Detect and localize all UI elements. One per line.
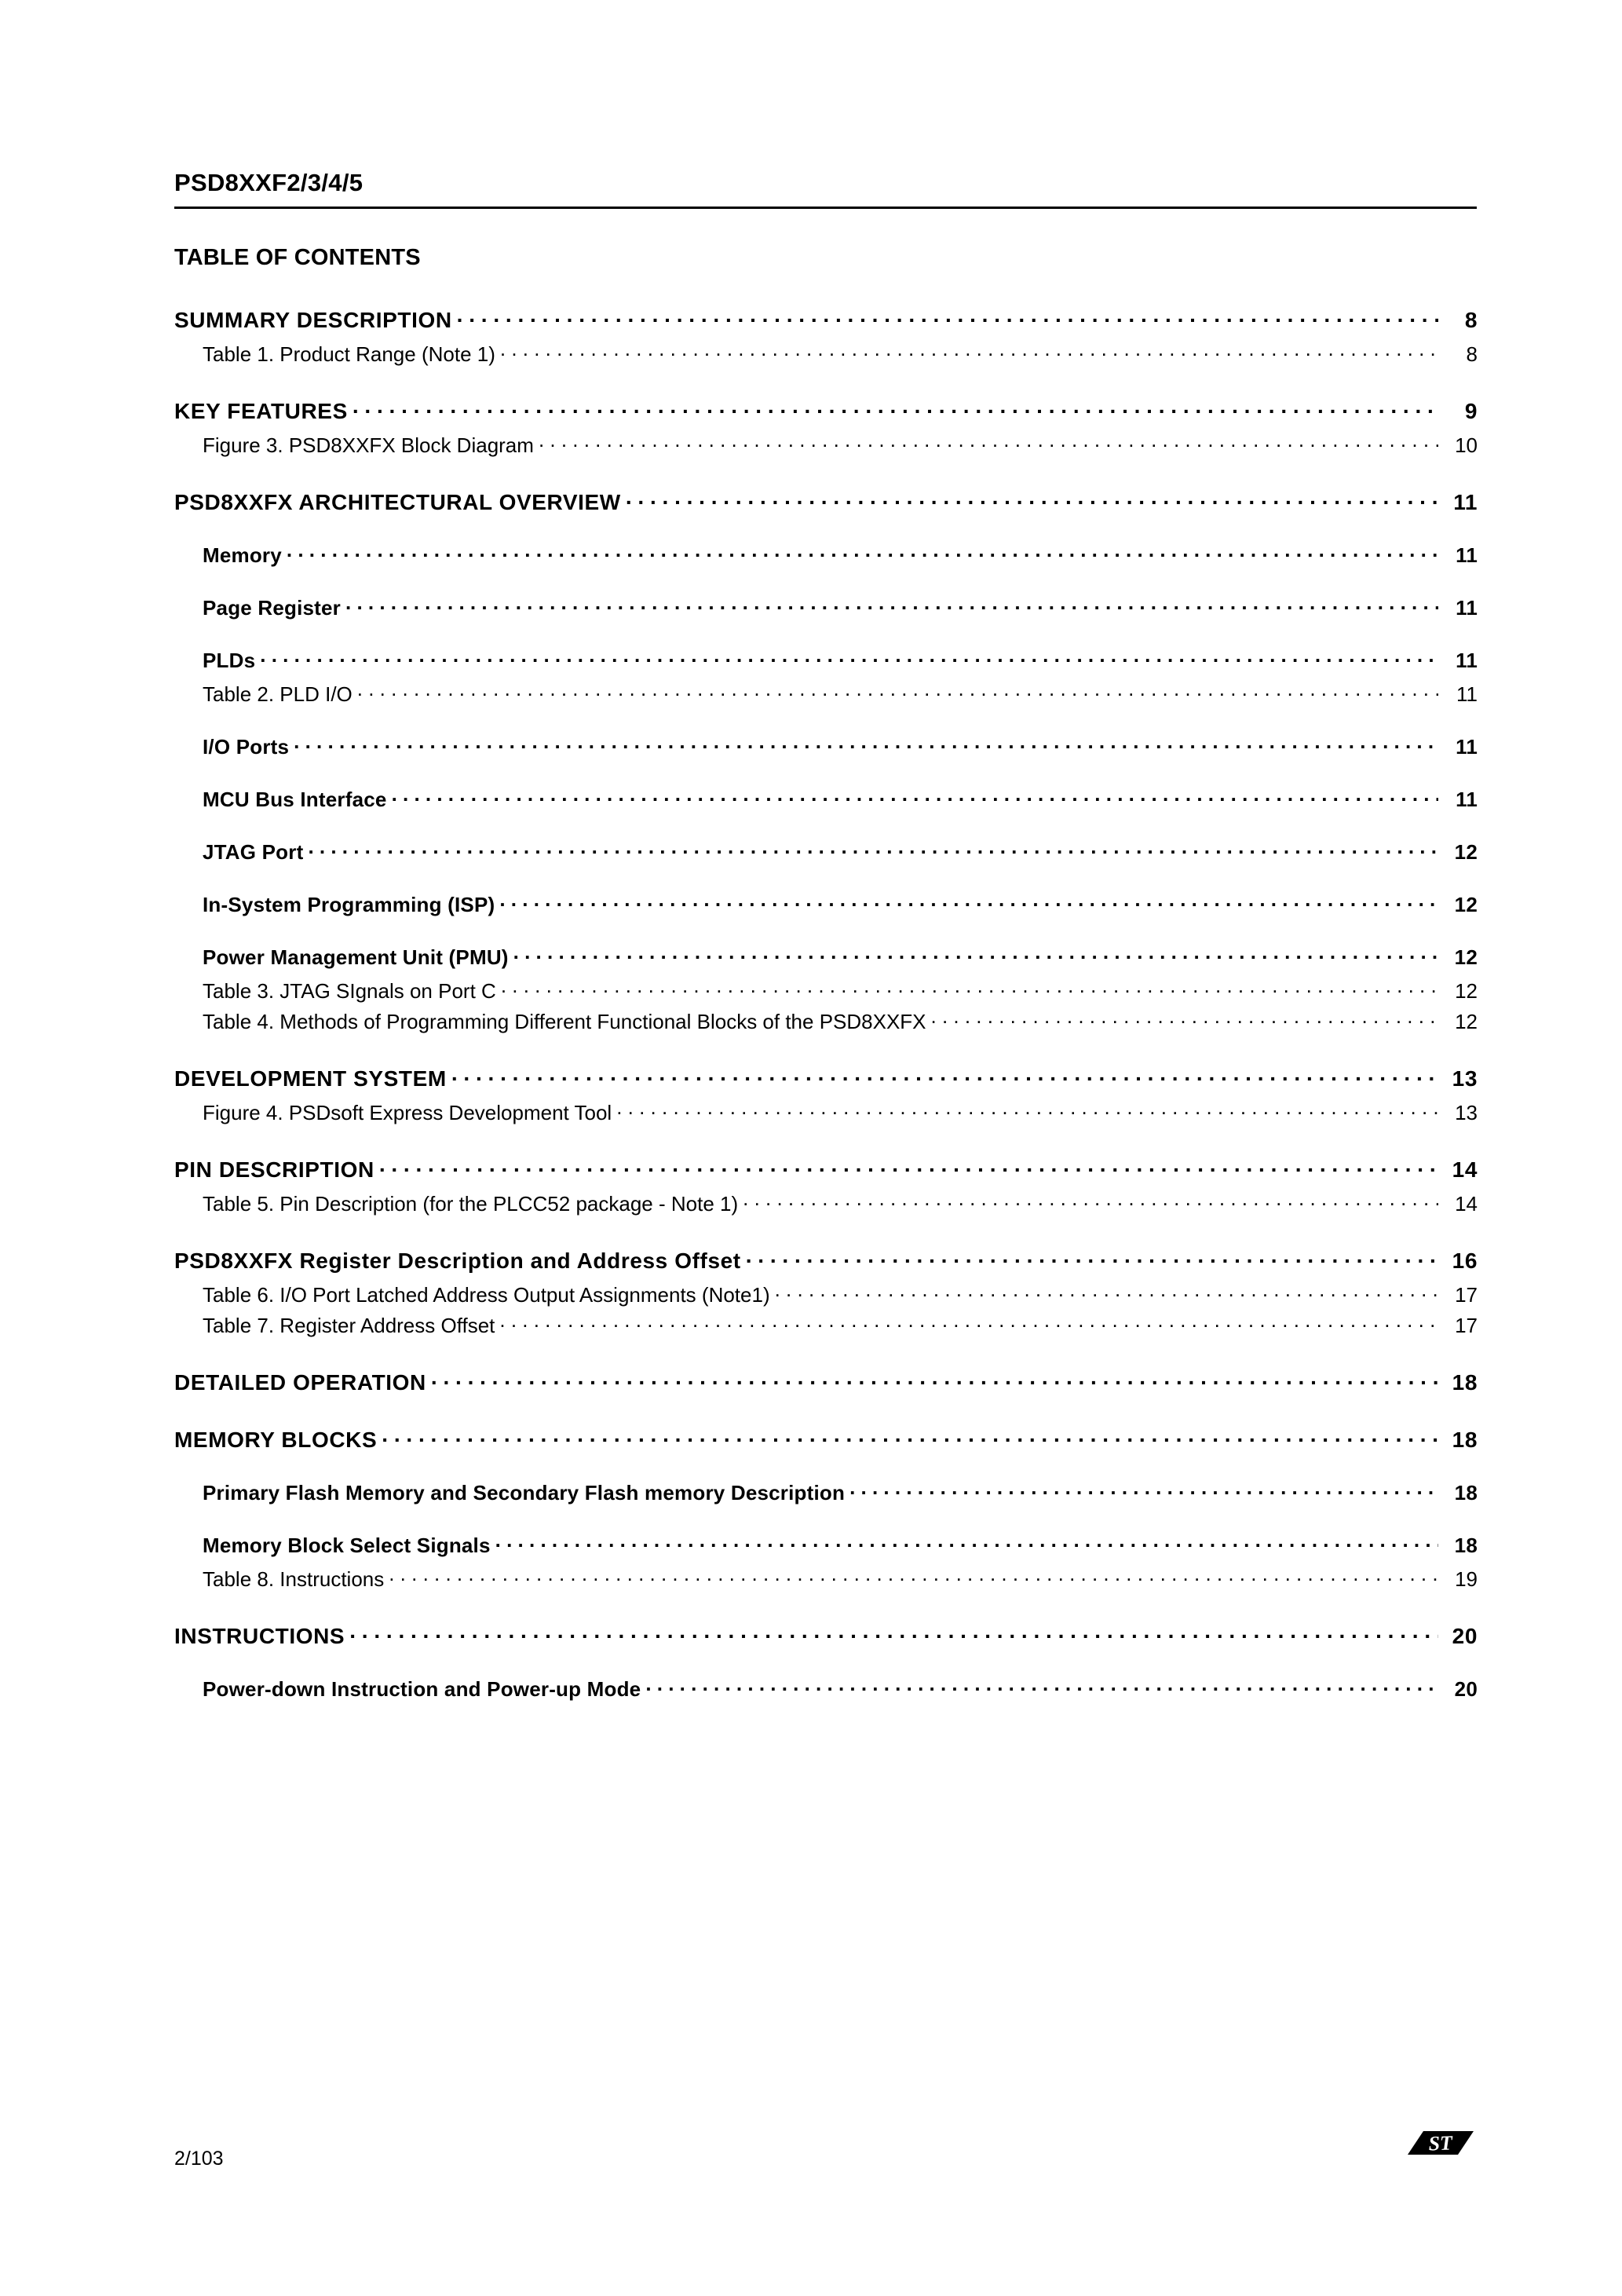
toc-entry[interactable] xyxy=(174,733,1478,759)
toc-leader-dots xyxy=(775,1281,1438,1302)
toc-entry-page: 12 xyxy=(1454,840,1478,864)
toc-entry-label: Figure 4. PSDsoft Express Development Tool xyxy=(203,1101,612,1124)
toc-heading: TABLE OF CONTENTS xyxy=(174,245,421,270)
toc-leader-dots xyxy=(308,839,1438,859)
toc-entry[interactable] xyxy=(174,944,1478,970)
toc-entry[interactable] xyxy=(174,786,1478,812)
toc-entry-page: 11 xyxy=(1453,490,1478,514)
toc-entry[interactable] xyxy=(174,488,1478,515)
toc-entry-label: Primary Flash Memory and Secondary Flash memory Description xyxy=(203,1481,846,1504)
toc-leader-dots xyxy=(499,891,1438,912)
toc-entry[interactable] xyxy=(174,1676,1478,1702)
toc-entry[interactable] xyxy=(174,681,1478,707)
toc-entry-page: 13 xyxy=(1455,1101,1478,1124)
toc-entry-page: 16 xyxy=(1452,1249,1478,1273)
title-divider xyxy=(174,207,1477,209)
st-logo-icon xyxy=(1405,2128,1477,2170)
toc-leader-dots xyxy=(379,1155,1438,1177)
toc-leader-dots xyxy=(616,1099,1438,1120)
toc-leader-dots xyxy=(349,1621,1438,1643)
toc-entry-page: 11 xyxy=(1456,788,1478,811)
toc-entry-label: Table 3. JTAG SIgnals on Port C xyxy=(203,979,496,1003)
toc-leader-dots xyxy=(457,305,1438,327)
toc-leader-dots xyxy=(931,1008,1438,1029)
svg-text:ST: ST xyxy=(1428,2131,1453,2155)
table-of-contents xyxy=(174,305,1478,1702)
toc-leader-dots xyxy=(260,647,1438,667)
st-logo xyxy=(1405,2128,1477,2170)
toc-entry-page: 18 xyxy=(1452,1370,1478,1395)
toc-entry[interactable] xyxy=(174,1621,1478,1649)
toc-entry-label: Table 5. Pin Description (for the PLCC52 package - Note 1) xyxy=(203,1192,739,1216)
toc-leader-dots xyxy=(287,542,1438,562)
toc-entry-label: PSD8XXFX ARCHITECTURAL OVERVIEW xyxy=(174,490,621,514)
toc-entry-label: Figure 3. PSD8XXFX Block Diagram xyxy=(203,433,534,457)
toc-entry-label: PSD8XXFX Register Description and Address Offset xyxy=(174,1249,741,1273)
toc-leader-dots xyxy=(431,1368,1438,1390)
toc-leader-dots xyxy=(451,1064,1438,1086)
toc-leader-dots xyxy=(392,786,1438,806)
toc-entry-page: 9 xyxy=(1464,399,1478,423)
toc-leader-dots xyxy=(626,488,1438,510)
toc-leader-dots xyxy=(345,594,1438,615)
toc-entry-page: 12 xyxy=(1454,893,1478,916)
page-title: PSD8XXF2/3/4/5 xyxy=(174,169,363,196)
toc-entry-label: Memory Block Select Signals xyxy=(203,1534,491,1557)
toc-leader-dots xyxy=(746,1246,1438,1268)
toc-entry-page: 14 xyxy=(1452,1157,1478,1182)
toc-entry-page: 11 xyxy=(1456,543,1478,567)
toc-leader-dots xyxy=(743,1190,1438,1211)
toc-entry[interactable] xyxy=(174,1064,1478,1091)
toc-leader-dots xyxy=(539,432,1438,452)
toc-entry[interactable] xyxy=(174,839,1478,865)
toc-entry[interactable] xyxy=(174,397,1478,424)
toc-entry-page: 12 xyxy=(1454,945,1478,969)
toc-entry-page: 12 xyxy=(1455,1010,1478,1033)
toc-entry[interactable] xyxy=(174,978,1478,1004)
toc-entry[interactable] xyxy=(174,1479,1478,1505)
toc-entry[interactable] xyxy=(174,1312,1478,1338)
toc-entry[interactable] xyxy=(174,1532,1478,1558)
toc-entry-label: DEVELOPMENT SYSTEM xyxy=(174,1066,447,1091)
toc-entry-page: 12 xyxy=(1455,979,1478,1003)
toc-leader-dots xyxy=(495,1532,1438,1552)
toc-leader-dots xyxy=(645,1676,1438,1696)
toc-entry-label: JTAG Port xyxy=(203,840,304,864)
toc-entry-page: 17 xyxy=(1455,1283,1478,1307)
toc-entry-page: 18 xyxy=(1452,1428,1478,1452)
toc-entry[interactable] xyxy=(174,1008,1478,1034)
toc-entry-label: Table 7. Register Address Offset xyxy=(203,1314,495,1337)
toc-entry[interactable] xyxy=(174,1246,1478,1274)
page-footer xyxy=(174,2128,1477,2170)
toc-entry-label: Table 4. Methods of Programming Different Functional Blocks of the PSD8XXFX xyxy=(203,1010,926,1033)
toc-entry[interactable] xyxy=(174,1155,1478,1183)
toc-entry-label: Table 8. Instructions xyxy=(203,1567,385,1591)
toc-entry[interactable] xyxy=(174,1099,1478,1125)
toc-leader-dots xyxy=(499,1312,1438,1333)
toc-entry[interactable] xyxy=(174,1425,1478,1453)
toc-leader-dots xyxy=(357,681,1438,701)
toc-entry[interactable] xyxy=(174,1566,1478,1592)
toc-entry-page: 8 xyxy=(1464,308,1478,332)
toc-entry-label: KEY FEATURES xyxy=(174,399,348,423)
toc-entry-label: INSTRUCTIONS xyxy=(174,1624,345,1648)
toc-entry-label: Power Management Unit (PMU) xyxy=(203,945,509,969)
toc-leader-dots xyxy=(389,1566,1438,1586)
toc-entry-label: Table 1. Product Range (Note 1) xyxy=(203,342,495,366)
footer-page-number: 2/103 xyxy=(174,2148,224,2170)
toc-entry-label: Power-down Instruction and Power-up Mode xyxy=(203,1677,641,1701)
toc-leader-dots xyxy=(501,978,1438,998)
toc-leader-dots xyxy=(500,341,1438,361)
toc-leader-dots xyxy=(382,1425,1438,1447)
toc-entry[interactable] xyxy=(174,594,1478,620)
toc-entry-label: Table 6. I/O Port Latched Address Output Assignments (Note1) xyxy=(203,1283,770,1307)
toc-entry-label: MEMORY BLOCKS xyxy=(174,1428,378,1452)
toc-entry-page: 14 xyxy=(1455,1192,1478,1216)
toc-entry-page: 17 xyxy=(1455,1314,1478,1337)
toc-entry[interactable] xyxy=(174,432,1478,458)
toc-entry-page: 11 xyxy=(1456,682,1478,706)
toc-entry-page: 13 xyxy=(1452,1066,1478,1091)
toc-entry-label: PLDs xyxy=(203,649,256,672)
toc-leader-dots xyxy=(849,1479,1438,1500)
toc-leader-dots xyxy=(294,733,1438,754)
toc-entry-page: 18 xyxy=(1454,1534,1478,1557)
toc-entry[interactable] xyxy=(174,1281,1478,1307)
toc-entry[interactable] xyxy=(174,341,1478,367)
toc-leader-dots xyxy=(513,944,1438,964)
toc-entry-page: 11 xyxy=(1456,649,1478,672)
toc-entry[interactable] xyxy=(174,542,1478,568)
toc-entry-page: 18 xyxy=(1454,1481,1478,1504)
toc-entry[interactable] xyxy=(174,1190,1478,1216)
toc-entry-page: 11 xyxy=(1456,596,1478,620)
toc-entry[interactable] xyxy=(174,647,1478,673)
toc-entry-label: DETAILED OPERATION xyxy=(174,1370,426,1395)
toc-leader-dots xyxy=(353,397,1438,419)
toc-entry-label: In-System Programming (ISP) xyxy=(203,893,495,916)
toc-entry-label: Memory xyxy=(203,543,282,567)
toc-entry[interactable] xyxy=(174,305,1478,333)
toc-entry-page: 10 xyxy=(1455,433,1478,457)
toc-entry-label: MCU Bus Interface xyxy=(203,788,387,811)
toc-entry[interactable] xyxy=(174,891,1478,917)
toc-entry-page: 20 xyxy=(1452,1624,1478,1648)
toc-entry-label: I/O Ports xyxy=(203,735,290,759)
toc-entry[interactable] xyxy=(174,1368,1478,1395)
toc-entry-page: 20 xyxy=(1454,1677,1478,1701)
toc-entry-label: Page Register xyxy=(203,596,342,620)
toc-entry-label: SUMMARY DESCRIPTION xyxy=(174,308,452,332)
toc-entry-label: PIN DESCRIPTION xyxy=(174,1157,374,1182)
toc-entry-page: 8 xyxy=(1466,342,1478,366)
toc-entry-page: 19 xyxy=(1455,1567,1478,1591)
toc-entry-page: 11 xyxy=(1456,735,1478,759)
toc-entry-label: Table 2. PLD I/O xyxy=(203,682,353,706)
